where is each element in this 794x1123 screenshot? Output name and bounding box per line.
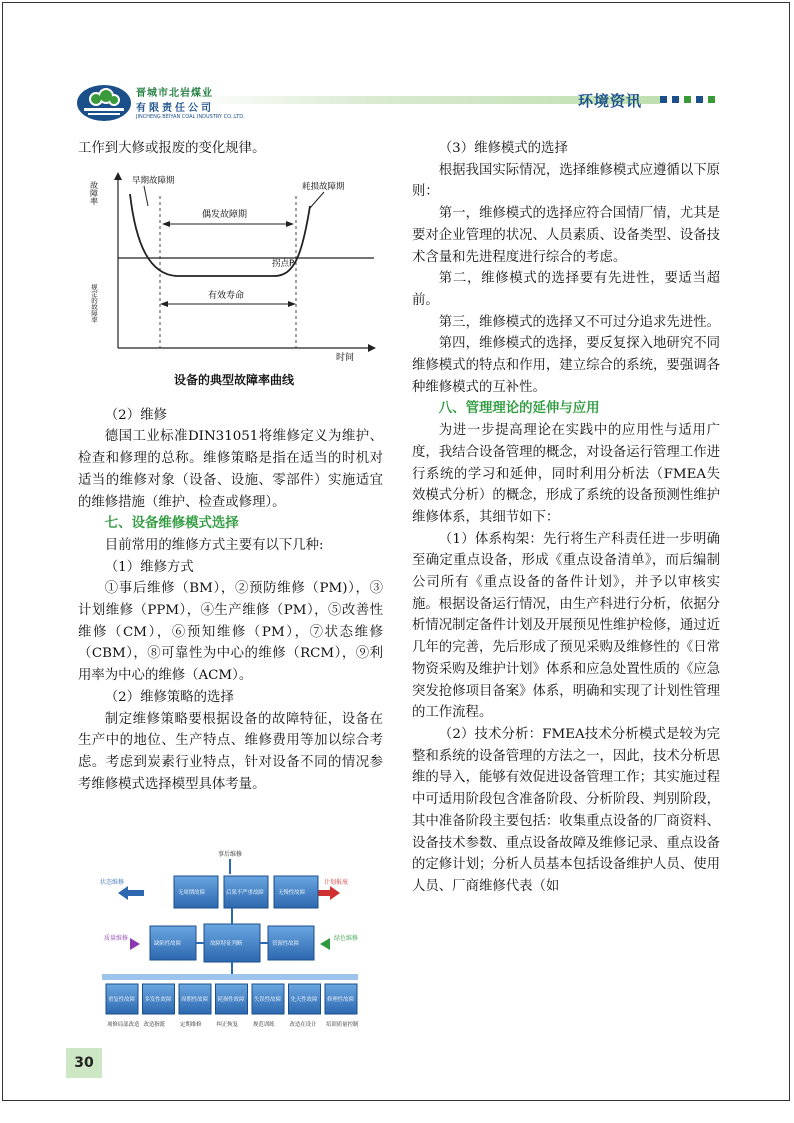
maintenance-mode-diagram	[100, 848, 360, 1048]
diagram-bottom-box-label: 耗损性故障	[217, 997, 245, 1003]
diagram-bottom-caption: 纠正恢复	[216, 1022, 239, 1028]
heading-strategy: （2）维修策略的选择	[104, 689, 234, 705]
diagram-bottom-box-label: 多发性故障	[144, 997, 172, 1003]
diagram-bottom-box-label: 先天性故障	[290, 997, 318, 1003]
diagram-bottom-caption: 规范训练	[253, 1022, 275, 1028]
heading-mode-selection: （3）维修模式的选择	[438, 141, 568, 156]
paragraph-tech: （2）技术分析：FMEA技术分析模式是较为完整和系统的设备管理的方法之一，因此，技术分析思维的导入，能够有效促进设备管理工作；其实施过程中可适用阶段包含准备阶段、分析阶段、判别阶段，其中准备阶段主要包括：收集重点设备的厂商资料、设备技术参数、重点设备故障及维修记录、重点设备的定修计划；分析人员基本包括设备维护人员、使用人员、厂商维修代表（如	[412, 726, 720, 894]
diagram-bottom-caption: 培训质量控制	[326, 1022, 359, 1028]
chart-y-label-1: 故障率	[89, 180, 99, 205]
diagram-bottom-caption: 改造在设计	[289, 1022, 317, 1028]
heading-modes: （1）维修方式	[104, 559, 194, 575]
diagram-state-label: 状态维修	[100, 879, 125, 886]
diagram-quality-label: 质量维修	[104, 935, 129, 942]
chart-y-label-2: 规定的故障率	[90, 283, 98, 323]
paragraph-fourth: 第四，维修模式的选择，要反复探入地研究不同维修模式的特点和作用，建立综合的系统，要强调各种维修模式的互补性。	[412, 336, 720, 395]
diagram-bottom-box-label: 重复性故障	[108, 997, 135, 1003]
diagram-plan-label: 计划报废	[324, 879, 349, 886]
paragraph-intro: 工作到大修或报废的变化规律。	[78, 141, 266, 156]
diagram-box-nowear: 无慢性故障	[278, 890, 305, 896]
company-name-cn: 晋城市北岩煤业	[136, 88, 213, 99]
diagram-bottom-caption: 项修局部改造	[107, 1022, 140, 1028]
paragraph-principle: 根据我国实际情况，选择维修模式应遵循以下原则：	[412, 162, 720, 200]
paragraph-third: 第三，维修模式的选择又不可过分追求先进性。	[438, 314, 720, 330]
section-title: 环境资讯	[578, 92, 643, 110]
company-name-en: JINCHENG BEIYAN COAL INDUSTRY CO.,LTD.	[136, 114, 245, 120]
header-squares	[660, 96, 715, 103]
paragraph-first: 第一，维修模式的选择应符合国情厂情，尤其是要对企业管理的状况、人员素质、设备类型、设备技术含量和先进程度进行综合的考虑。	[412, 206, 720, 265]
diagram-bottom-caption: 定期维修	[180, 1022, 202, 1028]
page-number: 30	[66, 1048, 102, 1078]
paragraph-second: 第二，维修模式的选择要有先进性，要适当超前。	[412, 271, 720, 308]
diagram-bottom-caption: 改造指派	[143, 1022, 166, 1028]
chart-wearout-label: 耗损故障期	[302, 181, 345, 192]
paragraph-strategy: 制定维修策略要根据设备的故障特征，设备在生产中的地位、生产特点、维修费用等加以综合考虑。考虑到炭素行业特点，针对设备不同的情况参考维修模式选择模型具体考量。	[78, 711, 383, 792]
paragraph-maintenance: 德国工业标准DIN31051将维修定义为维护、检查和修理的总称。维修策略是指在适当的时机对适当的维修对象（设备、设施、零部件）实施适宜的维修措施（维护、检查或修理）。	[78, 429, 383, 510]
paragraph-modes: ①事后维修（BM），②预防维修（PM)），③计划维修（PPM），④生产维修（PM），⑤改善性维修（CM），⑥预知维修（PM），⑦状态维修（CBM），⑧可靠性为中心的维修（RCM），⑨利用率为中心的维修（ACM）。	[78, 581, 383, 684]
left-column	[78, 138, 383, 795]
diagram-box-defect: 缺陷性故障	[154, 941, 181, 947]
chart-random-label: 偶发故障期	[202, 209, 248, 220]
paragraph-extend: 为进一步提高理论在实践中的应用性与适用广度，我结合设备管理的概念，对设备运行管理工作进行系统的学习和延伸，同时利用分析法（FMEA失效模式分析）的概念，形成了系统的设备预测性维护维修体系，其细节如下：	[412, 423, 720, 525]
diagram-box-notsevere: 后果不严重故障	[226, 890, 264, 896]
chart-early-label: 早期故障期	[132, 175, 175, 186]
diagram-bottom-box-label: 周期性故障	[181, 997, 208, 1003]
heading-section-7: 七、设备维修模式选择	[104, 515, 239, 532]
company-name-cn2: 有限责任公司	[136, 103, 214, 114]
paragraph-framework: （1）体系构架：先行将生产科责任进一步明确至确定重点设备，形成《重点设备清单》，而后编制公司所有《重点设备的备件计划》，并予以审核实施。根据设备运行情况，由生产科进行分析，依据分析情况制定备件计划及开展预见性维护检修，通过近几年的完善，先后形成了预见采购及维修性的《日常物资采购及维护计划》体系和应急处置性质的《应急突发抢修项目备案》体系，明确和实现了计划性管理的工作流程。	[412, 531, 720, 721]
figure-caption: 设备的典型故障率曲线	[173, 372, 294, 387]
paragraph-common: 目前常用的维修方式主要有以下几种:	[104, 537, 324, 553]
company-name	[136, 84, 245, 120]
diagram-box-resource: 资源性故障	[272, 941, 299, 947]
company-logo-icon	[76, 83, 132, 123]
failure-rate-figure	[84, 166, 384, 401]
chart-inflection-label: 拐点P	[272, 258, 295, 269]
diagram-bottom-box-label: 失误性故障	[254, 997, 281, 1003]
chart-x-label: 时间	[336, 352, 355, 363]
right-column	[412, 138, 720, 898]
diagram-bottom-box-label: 修理性故障	[327, 997, 354, 1003]
heading-maintenance: （2）维修	[104, 407, 167, 423]
chart-life-label: 有效寿命	[208, 290, 245, 301]
diagram-green-label: 绿色维修	[334, 935, 359, 942]
diagram-box-center: 故障特征判断	[210, 941, 243, 947]
bathtub-curve-chart	[84, 166, 384, 371]
diagram-box-nocycle: 无周期故障	[178, 890, 205, 896]
diagram-top-label: 事后维修	[218, 851, 243, 858]
heading-section-8: 八、管理理论的延伸与应用	[438, 400, 600, 417]
